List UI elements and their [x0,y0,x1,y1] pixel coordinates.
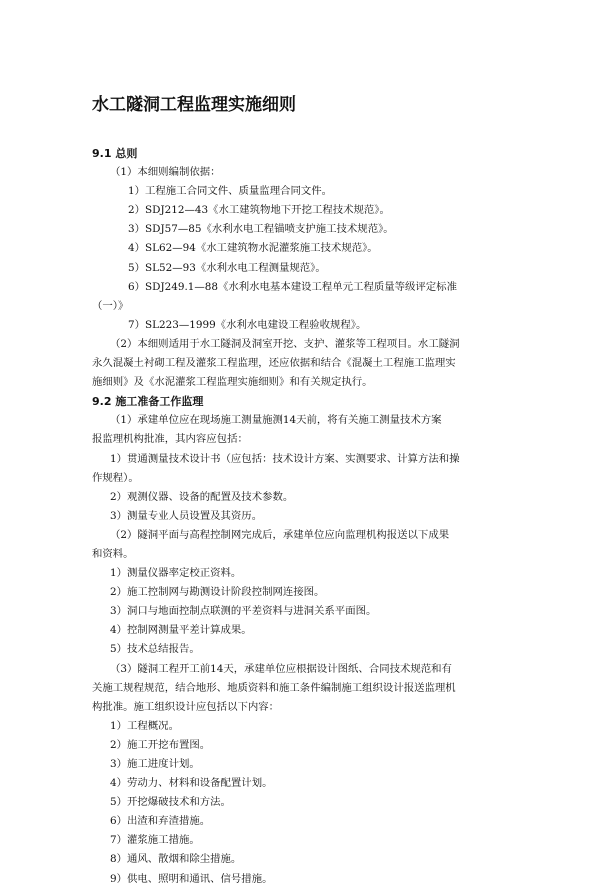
list-item: 4）控制网测量平差计算成果。 [110,624,252,637]
list-item: 7）SL223—1999《水利水电建设工程验收规程》。 [128,318,367,331]
list-item: 2）施工开挖布置图。 [110,738,211,751]
list-item: 9）供电、照明和通讯、信号措施。 [110,872,273,885]
list-item: 5）开挖爆破技术和方法。 [110,796,231,809]
list-item: 4）SL62—94《水工建筑物水泥灌浆施工技术规范》。 [128,242,378,255]
list-item: 2）施工控制网与勘测设计阶段控制网连接图。 [110,586,325,599]
list-item: 2）观测仪器、设备的配置及技术参数。 [110,490,294,503]
list-item: 3）施工进度计划。 [110,758,200,770]
list-item: 1）测量仪器率定校正资料。 [110,567,242,580]
list-item: 1）工程施工合同文件、质量监理合同文件。 [128,185,333,198]
paragraph-scope: （2）本细则适用于水工隧洞及洞室开挖、支护、灌浆等工程项目。水工隧洞 永久混凝土衬砌工程及灌浆工程监理，还应依据和结合《混凝土工程施工监理实 施细则》及《水泥灌浆工程监理实施细则》和有关规定执行。 [92,337,460,389]
list-item: 6）出渣和弃渣措施。 [110,815,211,828]
list-item: 2）SDJ212—43《水工建筑物地下开挖工程技术规范》。 [128,204,390,217]
list-item: 5）技术总结报告。 [110,643,200,656]
list-item: 7）灌浆施工措施。 [110,834,200,847]
list-item: 3）测量专业人员设置及其资历。 [110,509,263,522]
paragraph-construction-design: （3）隧洞工程开工前14天，承建单位应根据设计图纸、合同技术规范和有 关施工规程规范，结合地形、地质资料和施工条件编制施工组织设计报送监理机 构批准。施工组织设计应包括以下内容： [92,662,456,713]
list-item: 1）贯通测量技术设计书（应包括：技术设计方案、实测要求、计算方法和操 作规程）。 [92,452,460,484]
list-item: 3）SDJ57—85《水利水电工程锚喷支护施工技术规范》。 [128,223,394,236]
section-heading-9-2: 9.2 施工准备工作监理 [92,395,204,409]
paragraph-basis: （1）本细则编制依据： [110,166,221,179]
list-item: 4）劳动力、材料和设备配置计划。 [110,777,273,790]
list-item: 3）洞口与地面控制点联测的平差资料与进洞关系平面图。 [110,605,377,618]
paragraph-control-network: （2）隧洞平面与高程控制网完成后，承建单位应向监理机构报送以下成果 和资料。 [92,528,450,560]
section-heading-9-1: 9.1 总则 [92,147,138,160]
page-title: 水工隧洞工程监理实施细则 [92,95,296,115]
list-item: 6）SDJ249.1—88《水利水电基本建设工程单元工程质量等级评定标准 （一）》 [92,280,457,312]
list-item: 1）工程概况。 [110,719,179,732]
paragraph-survey-plan: （1）承建单位应在现场施工测量施测14天前，将有关施工测量技术方案 报监理机构批准，其内容应包括： [92,414,442,446]
document-body [92,144,504,889]
list-item: 8）通风、散烟和除尘措施。 [110,853,242,866]
list-item: 5）SL52—93《水利水电工程测量规范》。 [128,261,326,274]
